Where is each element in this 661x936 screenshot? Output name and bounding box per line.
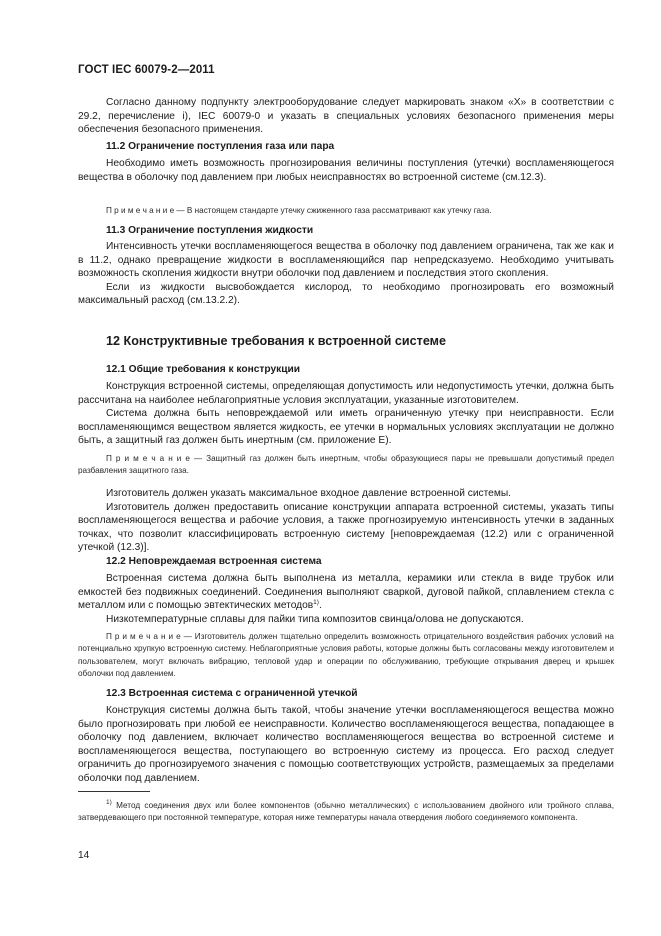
paragraph: Конструкция системы должна быть такой, чтобы значение утечки воспламеняющегося вещества можно было прогнозировать при любой ее неисправности. Количество воспламеняющегося вещества, попадающее в оболочку под давлением, включает количество воспламеняющегося вещества во встроенной системе и воспламеняющегося вещества, поступающего во встроенную систему из процесса. Его расход следует ограничить до прогнозируемого значения с помощью соответствующих устройств, размещаемых за пределами оболочки под давлением.: [78, 705, 614, 784]
footnote-divider: [78, 791, 150, 792]
section-heading-11-2: 11.2 Ограничение поступления газа или пара: [106, 141, 335, 152]
note-12-2: [78, 631, 614, 681]
section-body-11-2: [78, 157, 614, 184]
paragraph: Согласно данному подпункту электрооборудование следует маркировать знаком «X» в соответствии с 29.2, перечисление i), IEC 60079-0 и указать в специальных условиях безопасного применения меры обеспечения безопасного применения.: [78, 97, 614, 136]
page-number: 14: [78, 850, 90, 861]
section-body-12-2: Встроенная система должна быть выполнена из металла, керамики или стекла в виде трубок или емкостей без подвижных соединений. Соединения выполняют сваркой, дуговой пайкой, сплавлением стекла с металлом или с помощью эвтектических методов$^{1)}$. Низкотемпературные сплавы для пайки типа композитов свинца/олова не допускаются.: [78, 573, 614, 625]
section-body-11-3: [78, 240, 614, 308]
section-body-12-1-cont: [78, 487, 614, 555]
intro-paragraph: [78, 96, 614, 137]
note-text: Изготовитель должен тщательно определить возможность отрицательного воздействия рабочих условий на потенциально хрупкую встроенную систему. Неблагоприятные условия работы, которые должны быть согласованы между изготовителем и пользователем, могут включать вибрацию, тепловой удар и операции по обслуживанию, требующие открывания дверец и крышек оболочки под давлением.: [78, 632, 614, 679]
note-11-2: [78, 205, 614, 217]
footnote-mark: 1): [106, 799, 112, 806]
paragraph: Изготовитель должен указать максимальное входное давление встроенной системы.: [106, 488, 511, 499]
note-12-1: [78, 453, 614, 478]
footnote-text: Метод соединения двух или более компонентов (обычно металлических) с использованием двойного или тройного сплава, затвердевающего при постоянной температуре, которая ниже температуры начала отвердения любого соединяемого компонента.: [78, 801, 614, 823]
paragraph: Система должна быть неповреждаемой или иметь ограниченную утечку при неисправности. Если воспламеняющимся веществом является жидкость, ее утечки в нормальных условиях эксплуатации не должно быть, а защитный газ должен быть инертным (см. приложение Е).: [78, 408, 614, 447]
footnote-ref: 1): [313, 599, 319, 607]
footnote: [78, 800, 614, 825]
document-header: ГОСТ IEC 60079-2—2011: [78, 64, 215, 76]
section-body-12-1: [78, 380, 614, 448]
note-text: В настоящем стандарте утечку сжиженного газа рассматривают как утечку газа.: [184, 206, 492, 215]
paragraph: Встроенная система должна быть выполнена из металла, керамики или стекла в виде трубок или емкостей без подвижных соединений. Соединения выполняют сваркой, дуговой пайкой, сплавлением стекла с металлом или с помощью эвтектических методов: [78, 573, 614, 612]
paragraph: Изготовитель должен предоставить описание конструкции аппарата встроенной системы, указать типы воспламеняющегося вещества и рабочие условия, а также прогнозируемую интенсивность утечки в заданных точках, что позволит классифицировать встроенную систему [неповреждаемая (12.2) или с ограниченной утечкой (12.3)].: [78, 501, 614, 554]
paragraph: Необходимо иметь возможность прогнозирования величины поступления (утечки) воспламеняющегося вещества в оболочку под давлением при любых неисправностях во встроенной системе (см.12.3).: [78, 158, 614, 183]
paragraph: Конструкция встроенной системы, определяющая допустимость или недопустимость утечки, должна быть рассчитана на наиболее неблагоприятные условия эксплуатации, указанные изготовителем.: [78, 381, 614, 406]
note-label: П р и м е ч а н и е —: [106, 206, 185, 215]
section-heading-11-3: 11.3 Ограничение поступления жидкости: [106, 225, 314, 236]
note-label: П р и м е ч а н и е —: [106, 454, 203, 463]
section-heading-12-3: 12.3 Встроенная система с ограниченной утечкой: [106, 688, 358, 699]
section-heading-12-1: 12.1 Общие требования к конструкции: [106, 364, 301, 375]
paragraph: Если из жидкости высвобождается кислород, то необходимо прогнозировать его возможный максимальный расход (см.13.2.2).: [78, 281, 614, 307]
paragraph: Низкотемпературные сплавы для пайки типа композитов свинца/олова не допускаются.: [106, 613, 524, 625]
section-body-12-3: [78, 704, 614, 786]
section-heading-12: 12 Конструктивные требования к встроенной системе: [106, 334, 446, 348]
paragraph: Интенсивность утечки воспламеняющегося вещества в оболочку под давлением ограничена, так же как и в 11.2, однако превращение жидкости в воспламеняющийся пар непредсказуемо. Необходимо учитывать возможность скопления жидкости внутри оболочки под давлением и последствия этого скопления.: [78, 241, 614, 280]
note-label: П р и м е ч а н и е —: [106, 632, 192, 641]
section-heading-12-2: 12.2 Неповреждаемая встроенная система: [106, 556, 322, 567]
note-text: Защитный газ должен быть инертным, чтобы образующиеся пары не превышали допустимый предел разбавления защитного газа.: [78, 454, 614, 476]
